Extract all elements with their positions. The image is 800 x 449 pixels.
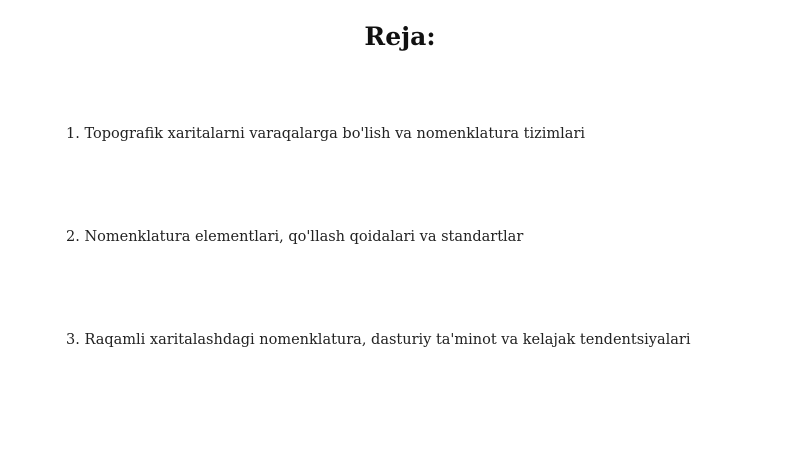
plan-item-2: 2. Nomenklatura elementlari, qo'llash qoidalari va standartlar [66, 229, 524, 245]
plan-item-1: 1. Topografik xaritalarni varaqalarga bo'lish va nomenklatura tizimlari [66, 126, 586, 142]
plan-item-3: 3. Raqamli xaritalashdagi nomenklatura, dasturiy ta'minot va kelajak tendentsiyalari [66, 332, 691, 348]
slide-title: Reja: [364, 22, 436, 51]
